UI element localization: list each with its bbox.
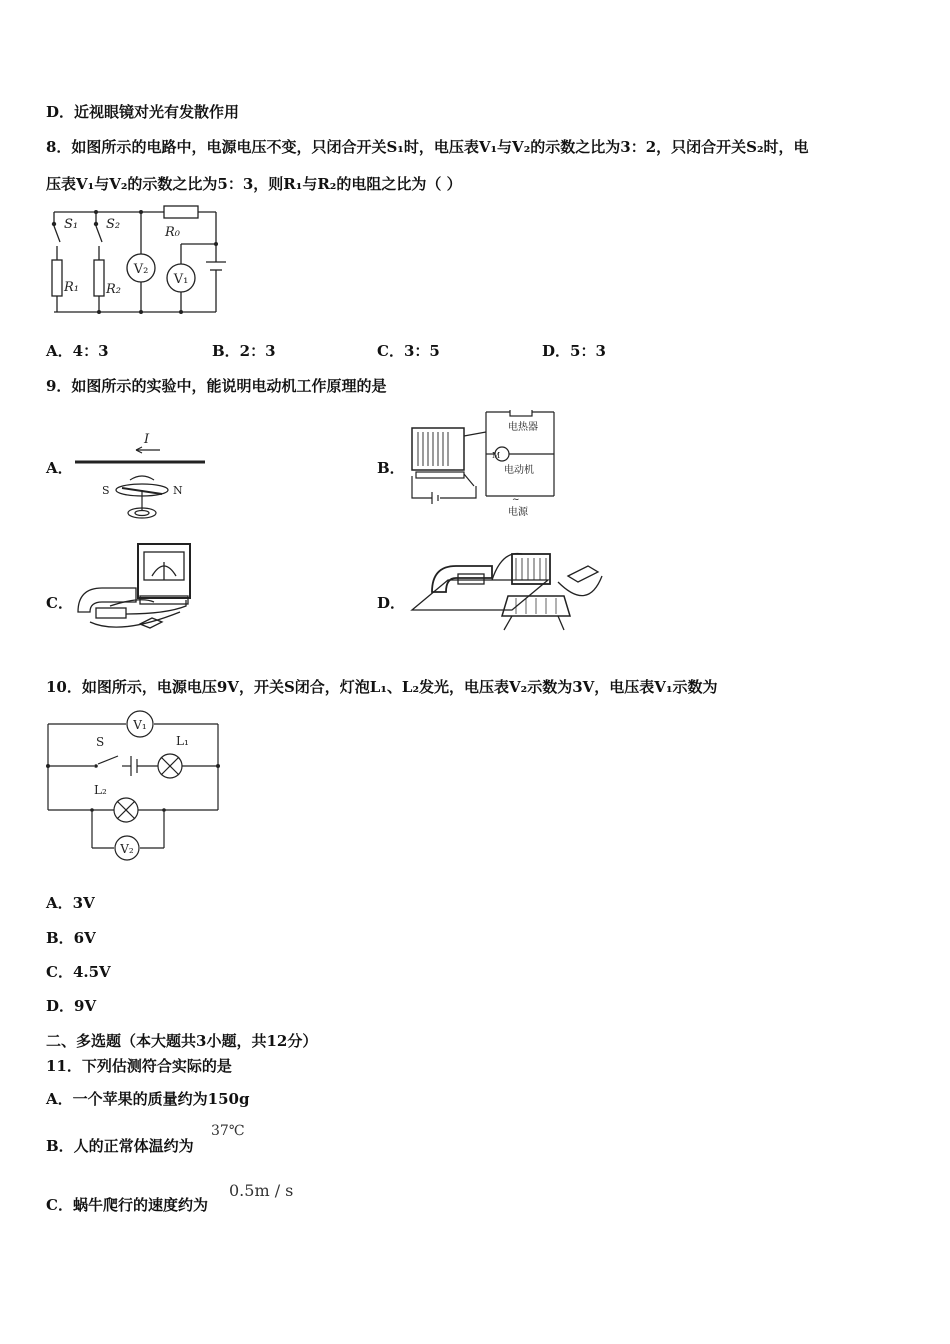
south-pole-label: S [102, 484, 110, 497]
q9-figure-c-induction [70, 540, 205, 640]
q11-option-b-value: 37℃ [211, 1123, 245, 1139]
q10-option-d: D．9V [46, 997, 97, 1015]
r2-resistor [94, 260, 104, 296]
q9-figure-a-oersted [70, 428, 215, 523]
q10-option-c: C．4.5V [46, 963, 111, 981]
motor-label: 电动机 [504, 465, 534, 476]
q9-figure-b-relay [408, 410, 558, 520]
r2-label: R₂ [106, 282, 121, 297]
q8-stem-line2: 压表V₁与V₂的示数之比为5：3，则R₁与R₂的电阻之比为（ ） [46, 175, 462, 193]
v2-label: V₂ [120, 842, 134, 856]
q9-label-b: B． [377, 459, 405, 477]
q9-figure-d-motor-effect [408, 540, 608, 640]
q10-option-b: B．6V [46, 929, 96, 947]
v2-label: V₂ [133, 262, 149, 277]
q8-option-b: B．2：3 [212, 342, 276, 360]
q8-option-d: D．5：3 [542, 342, 606, 360]
north-pole-label: N [173, 484, 183, 497]
l1-label: L₁ [176, 734, 189, 748]
svg-text:~: ~ [512, 495, 520, 505]
q9-stem: 9．如图所示的实验中，能说明电动机工作原理的是 [46, 377, 387, 395]
q10-option-a: A．3V [46, 894, 95, 912]
heater-label: 电热器 [508, 422, 538, 433]
q8-option-c: C．3：5 [377, 342, 440, 360]
l2-label: L₂ [94, 783, 107, 797]
q8-option-a: A．4：3 [46, 342, 109, 360]
q10-circuit-diagram [44, 708, 229, 866]
q7-option-d: D．近视眼镜对光有发散作用 [46, 103, 240, 121]
r0-resistor [164, 206, 198, 218]
s1-label: S₁ [64, 217, 79, 232]
q11-option-a: A．一个苹果的质量约为150g [46, 1090, 250, 1108]
q9-label-d: D． [377, 594, 406, 612]
q11-option-c-value: 0.5m / s [229, 1181, 294, 1200]
q9-label-a: A． [46, 459, 73, 477]
q8-circuit-diagram [44, 202, 229, 322]
section2-title: 二、多选题（本大题共3小题，共12分） [46, 1032, 318, 1050]
q11-option-c: C．蜗牛爬行的速度约为 [46, 1196, 208, 1214]
motor-symbol: M [492, 451, 501, 460]
v1-label: V₁ [133, 718, 147, 732]
q10-stem: 10．如图所示，电源电压9V，开关S闭合，灯泡L₁、L₂发光，电压表V₂示数为3V，电压表V₁示数为 [46, 678, 718, 696]
power-source-label: 电源 [508, 507, 528, 518]
r0-label: R₀ [165, 225, 180, 240]
v1-label: V₁ [173, 272, 189, 287]
switch-s-label: S [96, 735, 105, 749]
current-label: I [144, 432, 150, 447]
r1-label: R₁ [64, 280, 79, 295]
q11-stem: 11．下列估测符合实际的是 [46, 1057, 232, 1075]
r1-resistor [52, 260, 62, 296]
q9-label-c: C． [46, 594, 73, 612]
q8-stem-line1: 8．如图所示的电路中，电源电压不变，只闭合开关S₁时，电压表V₁与V₂的示数之比为3：2，只闭合开关S₂时，电 [46, 138, 809, 156]
s2-label: S₂ [106, 217, 121, 232]
q11-option-b: B．人的正常体温约为 [46, 1137, 194, 1155]
